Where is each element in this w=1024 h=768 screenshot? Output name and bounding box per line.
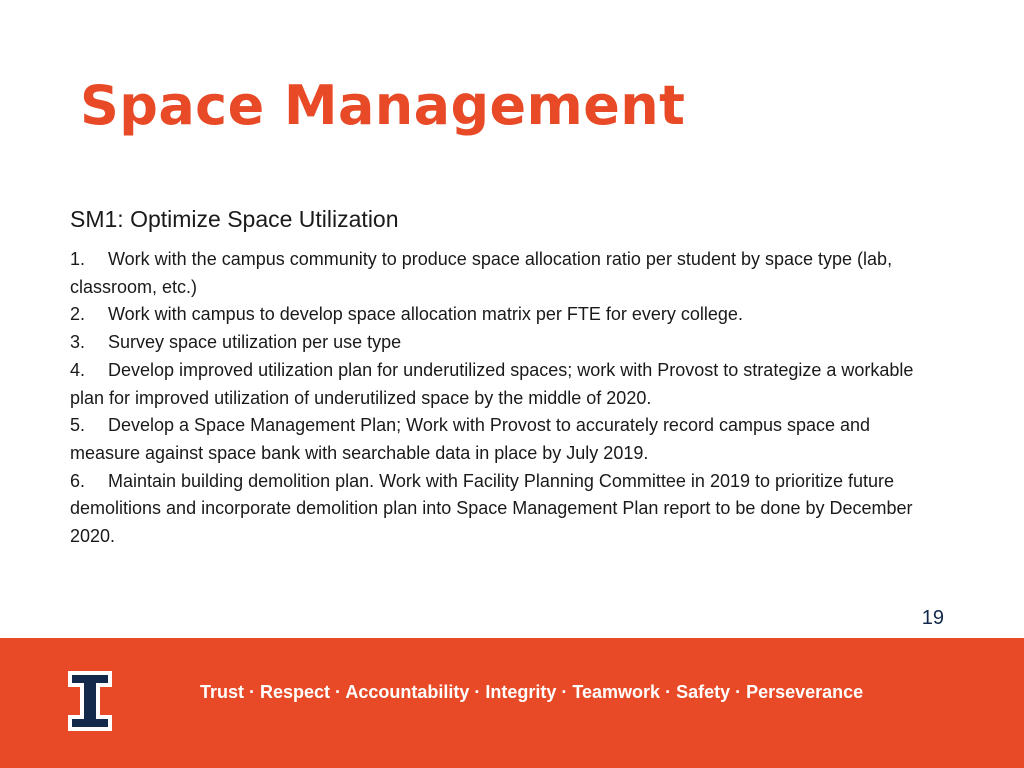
item-number: 2.	[70, 304, 86, 325]
list-item	[70, 357, 920, 412]
page-number: 19	[921, 607, 944, 629]
list-item	[70, 246, 920, 301]
item-number: 5.	[70, 415, 86, 436]
item-number: 3.	[70, 332, 86, 353]
objectives-list	[70, 246, 920, 551]
slide-title: Space Management	[80, 74, 686, 137]
item-number: 1.	[70, 249, 86, 269]
item-text: Develop a Space Management Plan; Work with Provost to accurately record campus space and measure against space bank with searchable data in place by July 2019.	[70, 415, 871, 463]
list-item	[70, 301, 920, 329]
list-item	[70, 468, 920, 551]
item-text: Maintain building demolition plan. Work with Facility Planning Committee in 2019 to prioritize future demolitions and incorporate demolition plan into Space Management Plan report to be done by December 2020.	[70, 470, 913, 547]
list-item	[70, 412, 920, 467]
item-number: 4.	[70, 359, 86, 380]
block-i-logo-icon	[67, 670, 113, 732]
core-values-text: Trust · Respect · Accountability · Integrity · Teamwork · Safety · Perseverance	[200, 682, 864, 702]
item-text: Work with the campus community to produce space allocation ratio per student by space type (lab, classroom, etc.)	[70, 249, 893, 297]
footer-bar	[0, 638, 1024, 768]
item-text: Survey space utilization per use type	[108, 332, 402, 353]
item-number: 6.	[70, 470, 86, 491]
item-text: Work with campus to develop space allocation matrix per FTE for every college.	[108, 304, 743, 325]
item-text: Develop improved utilization plan for underutilized spaces; work with Provost to strategize a workable plan for improved utilization of underutilized space by the middle of 2020.	[70, 359, 914, 408]
list-item	[70, 329, 920, 357]
slide-subtitle: SM1: Optimize Space Utilization	[70, 206, 399, 232]
